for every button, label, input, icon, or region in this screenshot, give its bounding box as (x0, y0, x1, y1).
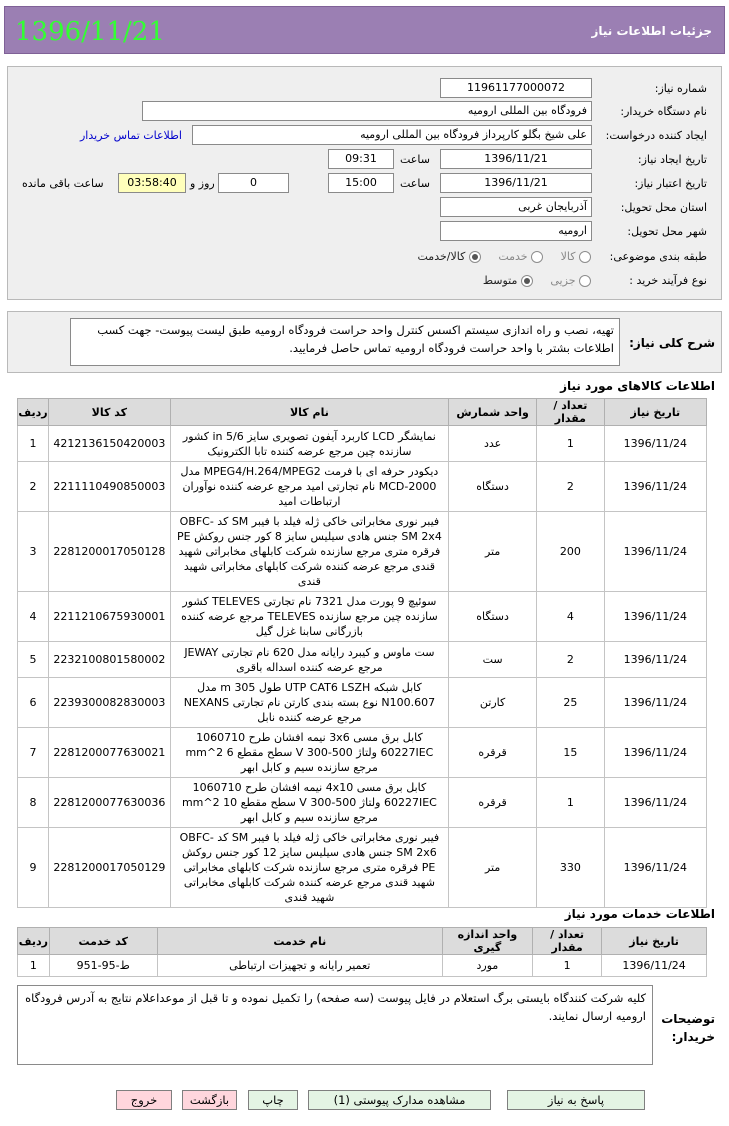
print-button[interactable]: چاپ (248, 1090, 298, 1110)
need-date-cell: 1396/11/24 (604, 728, 706, 778)
item-name-cell: فیبر نوری مخابراتی خاکی ژله فیلد با فیبر SM کد OBFC-SM 2x6 جنس هادی سیلیس سایز 12 کور جنس روکش PE فرقره متری مرجع سازنده شرکت کابلهای مخابراتی شهید قندی مرجع عرضه کننده شرکت کابلهای مخابراتی شهید قندی (170, 828, 448, 908)
need-date-cell: 1396/11/24 (602, 955, 707, 977)
item-name-cell: کابل برق مسی 4x10 نیمه افشان طرح 1060710 60227IEC ولتاژ 500-300 V سطح مقطع 10 mm^2 مرجع سازنده سیم و کابل ابهر (170, 778, 448, 828)
unit-cell: متر (449, 828, 537, 908)
row-number-cell: 5 (18, 642, 49, 678)
buyer-notes-text: کلیه شرکت کنندگاه بایستی برگ استعلام در فایل پیوست (سه صفحه) را تکمیل نموده و تا قبل از موعداعلام نتایج به آدرس فرودگاه ارومیه ارسال نمایند. (17, 985, 653, 1065)
radio-icon (579, 251, 591, 263)
col-item-name: نام کالا (170, 399, 448, 426)
need-date-cell: 1396/11/24 (604, 642, 706, 678)
purchase-type-radio-group (469, 274, 591, 287)
city-field: ارومیه (440, 221, 592, 241)
row-number-cell: 1 (18, 955, 50, 977)
row-number-cell: 4 (18, 592, 49, 642)
unit-cell: عدد (449, 426, 537, 462)
row-number-cell: 2 (18, 462, 49, 512)
need-number-label: شماره نیاز: (654, 82, 707, 95)
quantity-cell: 330 (537, 828, 605, 908)
back-button[interactable]: بازگشت (182, 1090, 237, 1110)
table-row (18, 678, 707, 728)
remaining-time-field: 03:58:40 (118, 173, 186, 193)
header-title: جزئیات اطلاعات نیاز (591, 24, 712, 38)
created-time-label: ساعت (400, 153, 430, 166)
col-service-code: کد خدمت (49, 928, 157, 955)
item-code-cell: 2281200017050129 (48, 828, 170, 908)
created-time-field: 09:31 (328, 149, 394, 169)
remaining-days-field: 0 (218, 173, 289, 193)
col-item-code: کد کالا (48, 399, 170, 426)
buyer-notes-label: توضیحات خریدار: (661, 1012, 715, 1044)
valid-date-label: تاریخ اعتبار نیاز: (634, 177, 707, 190)
item-name-cell: ست ماوس و کیبرد رایانه مدل 620 نام تجارتی JEWAY مرجع عرضه کننده اسداله باقری (170, 642, 448, 678)
need-date-cell: 1396/11/24 (604, 778, 706, 828)
radio-icon (579, 275, 591, 287)
col-unit: واحد شمارش (449, 399, 537, 426)
item-code-cell: 2239300082830003 (48, 678, 170, 728)
item-code-cell: 2281200077630021 (48, 728, 170, 778)
remaining-label: ساعت باقی مانده (22, 177, 104, 190)
need-date-cell: 1396/11/24 (604, 512, 706, 592)
purchase-option-minor[interactable]: جزیی (550, 274, 591, 287)
category-option-goods[interactable]: کالا (561, 250, 591, 263)
valid-date-field: 1396/11/21 (440, 173, 592, 193)
province-label: استان محل تحویل: (620, 201, 707, 214)
services-table (17, 927, 707, 977)
buyer-label: نام دستگاه خریدار: (620, 105, 707, 118)
need-date-cell: 1396/11/24 (604, 462, 706, 512)
item-name-cell: دیکودر حرفه ای با فرمت MPEG4/H.264/MPEG2 مدل MCD-2000 نام تجارتی امید مرجع عرضه کننده نوآوران ارتباطات امید (170, 462, 448, 512)
table-row (18, 955, 707, 977)
unit-cell: قرقره (449, 778, 537, 828)
row-number-cell: 7 (18, 728, 49, 778)
col-service-name: نام خدمت (157, 928, 442, 955)
description-label: شرح کلی نیاز: (629, 336, 715, 350)
unit-cell: دستگاه (449, 462, 537, 512)
quantity-cell: 15 (537, 728, 605, 778)
item-name-cell: نمایشگر LCD کاربرد آیفون تصویری سایز 5/6 in کشور سازنده چین مرجع عرضه کننده تابا الکترونیک (170, 426, 448, 462)
description-text: تهیه، نصب و راه اندازی سیستم اکسس کنترل واحد حراست فرودگاه ارومیه طبق لیست پیوست- جهت کسب اطلاعات بشتر با واحد حراست فرودگاه ارومیه تماس حاصل فرمایید. (70, 318, 620, 366)
need-date-cell: 1396/11/24 (604, 678, 706, 728)
reply-button[interactable]: پاسخ به نیاز (507, 1090, 645, 1110)
quantity-cell: 2 (537, 642, 605, 678)
radio-selected-icon (521, 275, 533, 287)
row-number-cell: 6 (18, 678, 49, 728)
table-row (18, 642, 707, 678)
unit-cell: ست (449, 642, 537, 678)
table-row (18, 462, 707, 512)
category-option-service[interactable]: خدمت (498, 250, 543, 263)
valid-time-label: ساعت (400, 177, 430, 190)
col-unit: واحد اندازه گیری (442, 928, 532, 955)
created-date-label: تاریخ ایجاد نیاز: (637, 153, 707, 166)
row-number-cell: 8 (18, 778, 49, 828)
table-row (18, 778, 707, 828)
services-section-title: اطلاعات خدمات مورد نیاز (564, 907, 715, 921)
goods-section-title: اطلاعات کالاهای مورد نیاز (560, 379, 715, 393)
row-number-cell: 3 (18, 512, 49, 592)
item-code-cell: 2281200017050128 (48, 512, 170, 592)
days-label: روز و (190, 177, 215, 190)
quantity-cell: 1 (532, 955, 601, 977)
unit-cell: دستگاه (449, 592, 537, 642)
purchase-option-medium[interactable]: متوسط (483, 274, 533, 287)
item-code-cell: 2232100801580002 (48, 642, 170, 678)
attachments-button[interactable]: مشاهده مدارک پیوستی (1) (308, 1090, 491, 1110)
item-code-cell: 2211110490850003 (48, 462, 170, 512)
quantity-cell: 2 (537, 462, 605, 512)
radio-selected-icon (469, 251, 481, 263)
service-code-cell: ط-95-951 (49, 955, 157, 977)
col-need-date: تاریخ نیاز (602, 928, 707, 955)
quantity-cell: 25 (537, 678, 605, 728)
quantity-cell: 200 (537, 512, 605, 592)
need-date-cell: 1396/11/24 (604, 828, 706, 908)
col-quantity: تعداد / مقدار (532, 928, 601, 955)
item-name-cell: فیبر نوری مخابراتی خاکی ژله فیلد با فیبر SM کد OBFC-SM 2x4 جنس هادی سیلیس سایز 8 کور جنس روکش PE فرقره متری مرجع سازنده شرکت کابلهای مخابراتی شهید قندی مرجع عرضه کننده شرکت کابلهای مخابراتی شهید قندی (170, 512, 448, 592)
header-date: 1396/11/21 (15, 17, 165, 47)
page-header (4, 6, 725, 54)
category-radio-group (404, 250, 592, 263)
item-code-cell: 4212136150420003 (48, 426, 170, 462)
row-number-cell: 1 (18, 426, 49, 462)
col-row: ردیف (18, 928, 50, 955)
purchase-type-label: نوع فرآیند خرید : (629, 274, 707, 287)
unit-cell: متر (449, 512, 537, 592)
col-row: ردیف (18, 399, 49, 426)
category-option-goods-service[interactable]: کالا/خدمت (418, 250, 481, 263)
exit-button[interactable]: خروج (116, 1090, 172, 1110)
services-table-header (18, 928, 707, 955)
row-number-cell: 9 (18, 828, 49, 908)
goods-table (17, 398, 707, 908)
col-need-date: تاریخ نیاز (604, 399, 706, 426)
created-date-field: 1396/11/21 (440, 149, 592, 169)
creator-label: ایجاد کننده درخواست: (605, 129, 707, 142)
item-code-cell: 2211210675930001 (48, 592, 170, 642)
unit-cell: مورد (442, 955, 532, 977)
need-number-field: 11961177000072 (440, 78, 592, 98)
col-quantity: تعداد / مقدار (537, 399, 605, 426)
table-row (18, 426, 707, 462)
goods-table-header (18, 399, 707, 426)
province-field: آذربایجان غربی (440, 197, 592, 217)
quantity-cell: 1 (537, 426, 605, 462)
need-date-cell: 1396/11/24 (604, 592, 706, 642)
table-row (18, 592, 707, 642)
radio-icon (531, 251, 543, 263)
table-row (18, 512, 707, 592)
service-name-cell: تعمیر رایانه و تجهیزات ارتباطی (157, 955, 442, 977)
unit-cell: قرقره (449, 728, 537, 778)
table-row (18, 828, 707, 908)
item-name-cell: کابل برق مسی 3x6 نیمه افشان طرح 1060710 60227IEC ولتاژ 500-300 V سطح مقطع 6 mm^2 مرجع سازنده سیم و کابل ابهر (170, 728, 448, 778)
quantity-cell: 1 (537, 778, 605, 828)
buyer-field: فرودگاه بین المللی ارومیه (142, 101, 592, 121)
item-code-cell: 2281200077630036 (48, 778, 170, 828)
item-name-cell: سوئیچ 9 پورت مدل 7321 نام تجارتی TELEVES کشور سازنده چین مرجع سازنده TELEVES مرجع عرضه کننده بازرگانی سابنا غزل گیل (170, 592, 448, 642)
creator-field: علی شیخ بگلو کارپرداز فرودگاه بین المللی ارومیه (192, 125, 592, 145)
valid-time-field: 15:00 (328, 173, 394, 193)
table-row (18, 728, 707, 778)
item-name-cell: کابل شبکه UTP CAT6 LSZH طول 305 m مدل N100.607 نوع بسته بندی کارتن نام تجارتی NEXANS مرجع عرضه کننده نابل (170, 678, 448, 728)
need-date-cell: 1396/11/24 (604, 426, 706, 462)
category-label: طبقه بندی موضوعی: (609, 250, 707, 263)
unit-cell: کارتن (449, 678, 537, 728)
city-label: شهر محل تحویل: (627, 225, 707, 238)
buyer-contact-link[interactable]: اطلاعات تماس خریدار (80, 129, 182, 142)
quantity-cell: 4 (537, 592, 605, 642)
